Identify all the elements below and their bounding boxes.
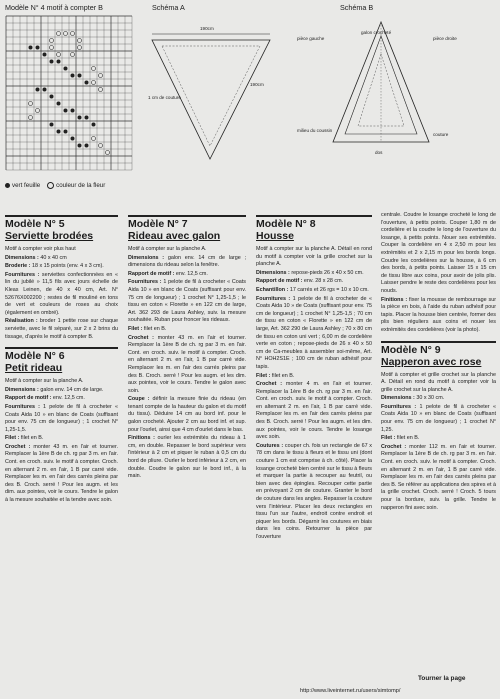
model9-fou-label: Fournitures :	[381, 403, 417, 410]
leaf-stitch	[85, 81, 89, 85]
model8-cou-label: Coutures :	[256, 442, 284, 449]
model6-fou: 1 pelote de fil à crocheter « Coats Aida 10 » en blanc de Coats (suffisant pour env. 75 cm de longueur) ; 1 crochet N° 1,25-1,5.	[5, 403, 118, 433]
leaf-stitch	[50, 123, 54, 127]
leaf-stitch	[50, 60, 54, 64]
model5-bro-label: Broderie :	[5, 263, 31, 270]
model5-bro: 18 x 15 points (env. 4 x 3 cm).	[30, 263, 104, 270]
model8-rap-label: Rapport de motif :	[256, 278, 303, 285]
model9-intro: Motif à compter et grille crochet sur la planche A. Détail en rond du motif à compter voir la grille crochet sur la planche A.	[381, 371, 496, 393]
model9-heading: Modèle N° 9	[381, 341, 496, 356]
leaf-stitch	[78, 116, 82, 120]
model5-rea: broder 1 petite rose sur chaque serviette, avec le fil séparé, sur 2 x 2 brins du tissage, d'après le motif à compter B.	[5, 318, 118, 340]
model9-fil: filet en B.	[395, 435, 420, 442]
schema-a-right-label: 190cm	[250, 82, 264, 87]
flower-stitch	[50, 46, 54, 50]
leaf-stitch	[85, 144, 89, 148]
leaf-stitch	[71, 109, 75, 113]
model8-intro: Motif à compter sur la planche A. Détail en rond du motif à compter voir la grille crochet sur la planche A.	[256, 246, 372, 268]
schema-a-note: 1 cm de couture	[148, 95, 181, 100]
schema-b-left-piece: pièce gauche	[297, 36, 325, 41]
model7-fou: 1 pelote de fil à crocheter « Coats Aida 10 » en blanc de Coats (suffisant pour env. 75 cm de longueur) ; 1 crochet N° 1,25-1,5 ; le tissu en coton « Florette » en 122 cm de large, Art. 362 293 de Laura Ashley, suiv. la mesure souhaitée. Ruban pour froncer les rideaux.	[128, 279, 246, 324]
model6-fou-label: Fournitures :	[5, 403, 40, 410]
model8-dim: repose-pieds 26 x 40 x 50 cm.	[289, 269, 364, 276]
model6-dim-label: Dimensions :	[5, 386, 39, 393]
model8-dim-label: Dimensions :	[256, 269, 290, 276]
model6-fil-label: Filet :	[5, 435, 20, 442]
model5-dim-label: Dimensions :	[5, 254, 39, 261]
model8-cou: couper ch. fois un rectangle de 67 x 78 cm dans le tissu à fleurs et le tissu uni (dont couture 1 cm est comprise à ch. côté). Placer la losange crocheté bien centré sur le tissu à fleurs et marquer la partie à recouper au feutril, ou bien avec des épingles. Recouper cette partie en prévoyant 2 cm de couture. Granter le bord de couture dans les angles. Repasser la couture vers l'intérieur. Placer les deux rectangles en tissu l'un sur l'autre, endroit contre endroit et piquer les bords. Dégarnir les coutures en biais dans les coins. Retourner la pièce par l'ouverture	[256, 442, 372, 540]
column-4	[381, 212, 496, 513]
flower-stitch	[50, 39, 54, 43]
model7-fil: filet en B.	[142, 325, 167, 332]
model6-dim: galon env. 14 cm de large.	[38, 386, 104, 393]
flower-stitch	[92, 67, 96, 71]
column-2	[128, 212, 246, 482]
motif-grid-svg	[5, 14, 135, 174]
model5-fou-label: Fournitures :	[5, 271, 40, 278]
model6-rap-label: Rapport de motif :	[5, 395, 52, 402]
flower-stitch	[99, 74, 103, 78]
model7-cou: définir la mesure finie du rideau (en tenant compte de la hauteur du galon et du motif du tissu). Déduire 14 cm au bord inf. pour le galon crocheté. Ajouter 2 cm au bord inf. et sup. pour l'ourlet, ainsi que 4 cm d'ourlet dans le bas.	[128, 396, 247, 433]
model8-continued: centrale. Coudre le losange crocheté le long de l'ouverture, à petits points. Couper 1,80 m de cordelière et la coudre le long de l'ouverture du losange, à petits points. Nouer ses extrémités. Couper la cordelière en 4 x 2,50 m pour les extrémités et 2 x 2,15 m pour les bords longs. Coudre les cordelières sur la housse, à 6 cm des bords, à petits points. Laisser 15 x 15 cm de tissu libre aux coins, pour avoir de jolis plis. Laisser pendre le reste des cordelières pour les nouds.	[381, 212, 496, 294]
model6-rap: env. 12,5 cm.	[51, 395, 85, 402]
flower-stitch	[29, 102, 33, 106]
model7-intro: Motif à compter sur la planche A.	[128, 246, 207, 252]
model5-intro: Motif à compter voir plus haut	[5, 246, 76, 252]
model7-rap: env. 12,5 cm.	[174, 270, 208, 277]
schema-b-galon: galon crocheté	[361, 30, 392, 35]
flower-stitch	[92, 137, 96, 141]
filled-dot-icon	[5, 183, 10, 188]
model8-title: Housse	[256, 230, 294, 242]
model5-rea-label: Réalisation :	[5, 318, 38, 325]
model7-dim-label: Dimensions :	[128, 254, 165, 261]
schema-a-diagram	[140, 14, 280, 174]
flower-stitch	[71, 32, 75, 36]
source-url[interactable]: http://www.liveinternet.ru/users/simtomp/	[300, 688, 401, 694]
schema-b-back: dos	[375, 150, 383, 155]
model4-header: Modèle N° 4 motif à compter B	[5, 3, 103, 12]
column-1	[5, 212, 118, 506]
model6-title: Petit rideau	[5, 362, 63, 375]
model7-fou-label: Fournitures :	[128, 279, 162, 286]
model9-cro: monter 112 m. en l'air et tourner. Remplacer la 1ère B de ch. rg par 3 m. en l'air. Cont. en croch. suiv. le motif à compter. Croch. en alternant 2 m. en l'air, 1 B par carré vide. Remplacer les m. en l'air des carrés pleins par des B. Se référer au applications des spires et à la grille crochet. Croch. serré ! Croch. 5 tours pour la bordure, suiv. la grille. Tendre le napperon fini avec soin.	[381, 443, 496, 511]
leaf-stitch	[36, 46, 40, 50]
model6-cro: monter 43 m. en l'air et tourner. Remplacer la 1ère B de ch. rg par 3 m. en l'air. Cont. en croch. suiv. le motif à compter. Croch. en alternant 2 m. en l'air, 1 B par carré vide. Remplacer les m. en l'air des carrés pleins par des B. Croch. serré ! Pour les augm. et les dim. aux pointes, voir le cours. Tendre le galon à la mesure souhaitée et la tendre avec soin.	[5, 443, 118, 504]
model9-cro-label: Crochet :	[381, 443, 407, 450]
model8-fou-label: Fournitures :	[256, 295, 291, 302]
model7-title: Rideau avec galon	[128, 230, 221, 242]
model7-cro-label: Crochet :	[128, 334, 154, 341]
leaf-stitch	[57, 102, 61, 106]
flower-stitch	[57, 53, 61, 57]
model8-cro-label: Crochet :	[256, 381, 283, 388]
model7-fin: ourler les extrémités du rideau à 1 cm, en double. Repasser le bord supérieur vers l'intérieur à 2 cm et piquer le ruban à 0,5 cm du bord de pliure. Ourler le bord inférieur à 2 cm, en double. Coudre le galon sur le bord inf., à la main.	[128, 435, 246, 480]
model7-dim: galon env. 14 cm de large ; dimensions du rideau selon la fenêtre.	[128, 254, 246, 269]
model6-intro: Motif à compter sur la planche A.	[5, 378, 84, 385]
flower-stitch	[57, 32, 61, 36]
leaf-stitch	[43, 88, 47, 92]
model5-dim: 40 x 40 cm	[38, 254, 67, 261]
leaf-stitch	[78, 144, 82, 148]
schema-b-middle: milieu du coussin	[297, 128, 333, 133]
grid-legend	[5, 182, 105, 189]
model8-fou: 1 pelote de fil à crocheter de « Coats Aida 10 » de Coats (suffisant pour env. 75 cm de longueur) ; 1 crochet N° 1,25-1,5 ; 70 cm de tissu en coton « Florette » en 122 cm de large, Art. 362 290 de Laura Ashley ; 70 x 80 cm de tissu en coton uni vert ; 6,00 m de cordelière verte en coton ; repose-pieds de 26 x 40 x 50 cm de Ca-meubles à assembler soi-même, Art. N° HOH2S1E ; 100 cm de ruban adhésif pour tapis.	[256, 295, 372, 370]
model7-heading: Modèle N° 7	[128, 215, 246, 230]
flower-stitch	[106, 151, 110, 155]
schema-a-top-label: 190cm	[200, 26, 214, 31]
leaf-stitch	[71, 74, 75, 78]
model8-fil-label: Filet :	[256, 372, 271, 379]
open-dot-icon	[47, 182, 54, 189]
turn-page: Tourner la page	[418, 675, 466, 682]
model5-heading: Modèle N° 5	[5, 215, 118, 230]
leaf-stitch	[36, 88, 40, 92]
model8-ech: 17 carrés et 26 rgs = 10 x 10 cm.	[288, 286, 369, 293]
model5-title: Serviette brodées	[5, 230, 94, 242]
leaf-stitch	[71, 137, 75, 141]
model7-rap-label: Rapport de motif :	[128, 270, 175, 277]
model5-fou: serviettes confectionnées en « lin du jubilé » 11,5 fils avec jours échelle de Kleas Leinen, de 40 x 40 cm, Art. N° 52676X002200 ; restes de fil mouliné en tons de vert et couleurs de roses au choix (également en ombré).	[5, 271, 118, 316]
schema-b-diagram	[283, 14, 498, 184]
model9-fil-label: Filet :	[381, 435, 396, 442]
model6-cro-label: Crochet :	[5, 443, 31, 450]
model9-title: Napperon avec rose	[381, 355, 482, 368]
leaf-stitch	[85, 116, 89, 120]
model9-fou: 1 pelote de fil à crocheter « Coats Aida 10 » en blanc de Coats (suffisant pour env. 75 cm de longueur) ; 1 crochet N° 1,25.	[381, 403, 496, 433]
flower-stitch	[99, 144, 103, 148]
leaf-stitch	[78, 74, 82, 78]
leaf-stitch	[64, 67, 68, 71]
model8-ech-label: Echantillon :	[256, 286, 289, 293]
legend-leaf: vert feuille	[12, 182, 41, 190]
column-3	[256, 212, 372, 543]
flower-stitch	[64, 32, 68, 36]
model8-heading: Modèle N° 8	[256, 215, 372, 230]
leaf-stitch	[29, 46, 33, 50]
model8-rap: env. 28 x 28 cm.	[302, 278, 344, 285]
leaf-stitch	[92, 123, 96, 127]
schema-b-right-piece: pièce droite	[433, 36, 457, 41]
model8-cro: monter 4 m. en l'air et tourner. Remplacer la 1ère B de ch. rg par 3 m. en l'air. Cont. en croch. suiv. le motif à compter. Croch. en alternant 2 m. en l'air, 1 B par carré vide. Remplacer les m. en l'air des carrés pleins par des B. Croch. serré ! Pour les augm. et les dim. aux pointes, voir le cours. Tendre le losange avec soin.	[256, 381, 372, 441]
counted-motif-grid	[5, 14, 135, 174]
flower-stitch	[29, 116, 33, 120]
flower-stitch	[78, 39, 82, 43]
model9-dim-label: Dimensions :	[381, 395, 415, 402]
leaf-stitch	[64, 109, 68, 113]
leaf-stitch	[43, 53, 47, 57]
model7-cro: monter 43 m. en l'air et tourner. Remplacer la 1ère B de ch. rg par 3 m. en l'air. Cont. en croch. suiv. le motif à compter. Croch. en alternant 2 m. en l'air, 1 B par carré vide. Remplacer les m. en l'air des carrés pleins par des B. Croch. serré ! Pour les augm. et les dim. aux pointes, voir le cours. Tendre le galon avec soin.	[128, 334, 246, 394]
schema-a-header: Schéma A	[152, 3, 185, 12]
model6-heading: Modèle N° 6	[5, 347, 118, 362]
model8-fil: filet en B.	[270, 372, 295, 379]
model7-cou-label: Coupe :	[128, 396, 150, 403]
schema-b-seam: couture	[433, 132, 449, 137]
flower-stitch	[36, 109, 40, 113]
leaf-stitch	[57, 60, 61, 64]
flower-stitch	[78, 46, 82, 50]
model7-fil-label: Filet :	[128, 325, 143, 332]
flower-stitch	[92, 81, 96, 85]
schema-b-header: Schéma B	[340, 3, 374, 12]
model8-fin-label: Finitions :	[381, 296, 408, 303]
legend-flower: couleur de la fleur	[56, 182, 106, 190]
model8-fin: fixer la mousse de rembourrage sur la pièce en bois, à l'aide du ruban adhésif pour tapis. Placer la housse bien centrée, former des plis bien réguliers aux coins et nouer les extrémités des cordelières (voir la photo).	[381, 296, 496, 333]
leaf-stitch	[57, 130, 61, 134]
model9-dim: 30 x 30 cm.	[414, 395, 445, 402]
leaf-stitch	[64, 130, 68, 134]
model7-fin-label: Finitions :	[128, 435, 155, 442]
flower-stitch	[71, 53, 75, 57]
leaf-stitch	[50, 95, 54, 99]
model6-fil: filet en B.	[19, 435, 44, 442]
flower-stitch	[99, 88, 103, 92]
